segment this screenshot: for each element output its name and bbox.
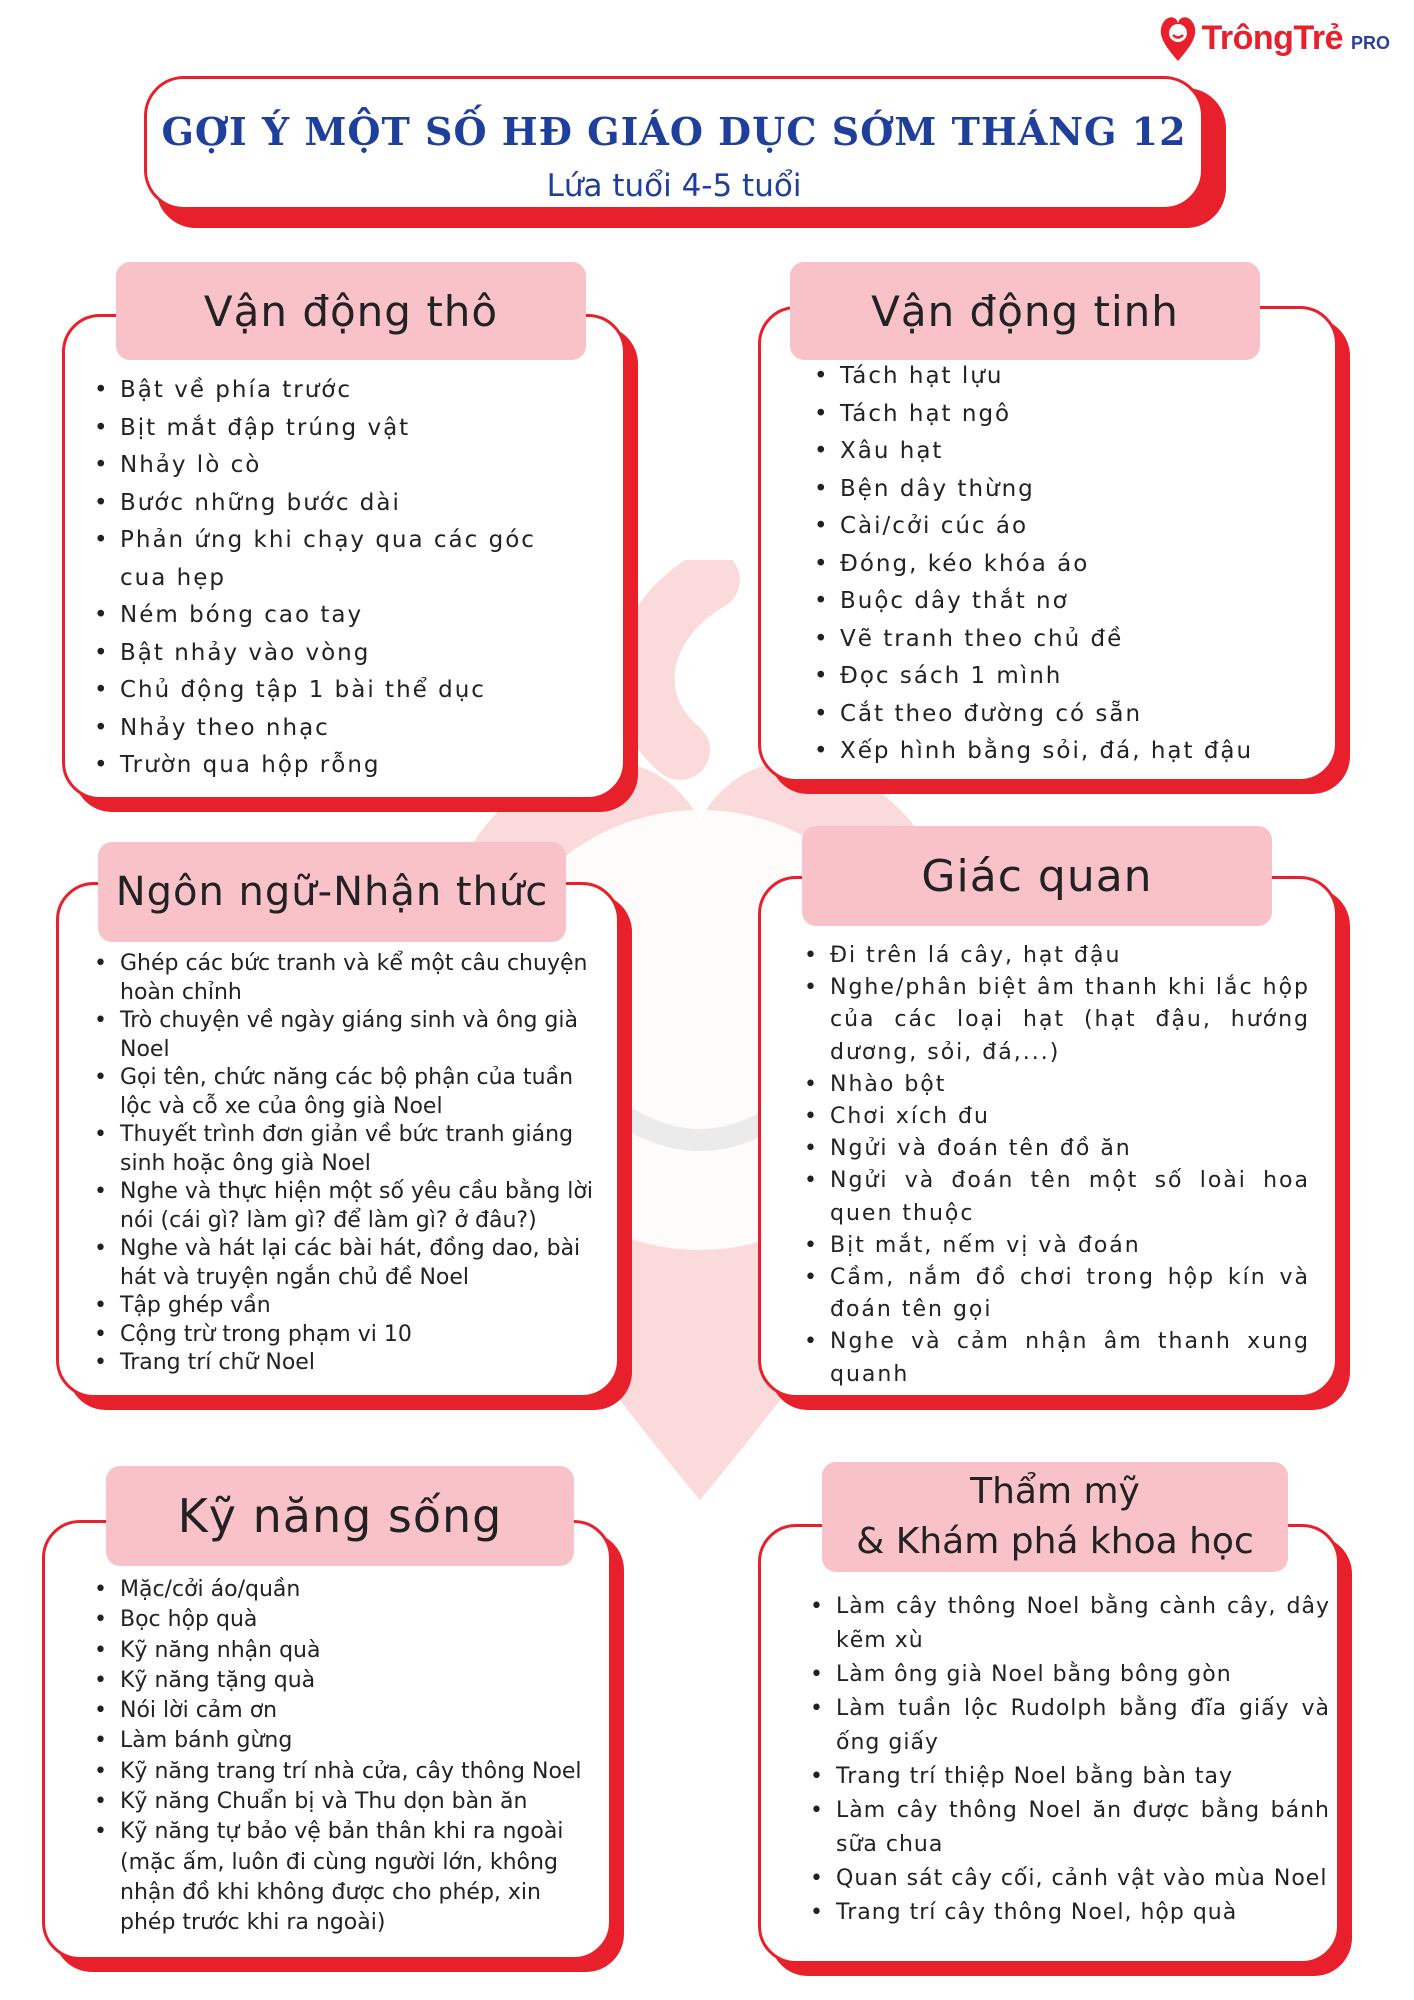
list-item: • Chủ động tập 1 bài thể dục xyxy=(92,672,562,710)
list-item: • Nhảy theo nhạc xyxy=(92,710,562,748)
list-item: • Gọi tên, chức năng các bộ phận của tuần lộc và cỗ xe của ông già Noel xyxy=(92,1064,598,1121)
list-item: • Làm tuần lộc Rudolph bằng đĩa giấy và ống giấy xyxy=(808,1692,1330,1760)
section-title-ky-nang-song: Kỹ năng sống xyxy=(106,1466,574,1566)
list-item: • Bọc hộp quà xyxy=(92,1605,594,1635)
list-item: • Mặc/cởi áo/quần xyxy=(92,1575,594,1605)
list-item: • Chơi xích đu xyxy=(802,1101,1310,1133)
list-item: • Xâu hạt xyxy=(812,433,1322,471)
list-item: • Kỹ năng tự bảo vệ bản thân khi ra ngoài (mặc ấm, luôn đi cùng người lớn, không nhận đồ khi không được cho phép, xin phép trước khi ra ngoài) xyxy=(92,1817,594,1938)
list-item: • Bật nhảy vào vòng xyxy=(92,635,562,673)
section-title-giac-quan: Giác quan xyxy=(802,826,1272,926)
list-item: • Cầm, nắm đồ chơi trong hộp kín và đoán tên gọi xyxy=(802,1262,1310,1326)
list-item: • Quan sát cây cối, cảnh vật vào mùa Noel xyxy=(808,1862,1330,1896)
list-item: • Ném bóng cao tay xyxy=(92,597,562,635)
header-banner xyxy=(144,76,1204,210)
list-item: • Kỹ năng trang trí nhà cửa, cây thông Noel xyxy=(92,1757,594,1787)
list-item: • Trò chuyện về ngày giáng sinh và ông già Noel xyxy=(92,1007,598,1064)
list-giac-quan xyxy=(802,940,1310,1391)
list-item: • Tách hạt lựu xyxy=(812,358,1322,396)
list-item: • Buộc dây thắt nơ xyxy=(812,583,1322,621)
list-item: • Bước những bước dài xyxy=(92,485,562,523)
list-item: • Đóng, kéo khóa áo xyxy=(812,546,1322,584)
list-item: • Thuyết trình đơn giản về bức tranh giáng sinh hoặc ông già Noel xyxy=(92,1121,598,1178)
list-item: • Cắt theo đường có sẵn xyxy=(812,696,1322,734)
list-item: • Nghe/phân biệt âm thanh khi lắc hộp của các loại hạt (hạt đậu, hướng dương, sỏi, đá,...) xyxy=(802,972,1310,1069)
list-item: • Trang trí cây thông Noel, hộp quà xyxy=(808,1896,1330,1930)
list-item: • Làm cây thông Noel bằng cành cây, dây kẽm xù xyxy=(808,1590,1330,1658)
list-van-dong-tinh xyxy=(812,358,1322,771)
heart-pin-icon xyxy=(1158,13,1198,63)
list-item: • Bật về phía trước xyxy=(92,372,562,410)
brand-suffix: PRO xyxy=(1350,32,1390,53)
list-item: • Xếp hình bằng sỏi, đá, hạt đậu xyxy=(812,733,1322,771)
list-item: • Làm cây thông Noel ăn được bằng bánh sữa chua xyxy=(808,1794,1330,1862)
brand-logo xyxy=(1158,8,1390,68)
list-item: • Bịt mắt, nếm vị và đoán xyxy=(802,1230,1310,1262)
page-title: GỢI Ý MỘT SỐ HĐ GIÁO DỤC SỚM THÁNG 12 xyxy=(161,109,1187,154)
section-title-ngon-ngu-nhan-thuc: Ngôn ngữ-Nhận thức xyxy=(98,842,566,942)
list-item: • Nhảy lò cò xyxy=(92,447,562,485)
list-item: • Ghép các bức tranh và kể một câu chuyện hoàn chỉnh xyxy=(92,950,598,1007)
list-item: • Cộng trừ trong phạm vi 10 xyxy=(92,1321,598,1350)
list-item: • Làm bánh gừng xyxy=(92,1726,594,1756)
brand-name: TrôngTrẻ xyxy=(1201,18,1343,57)
list-item: • Trườn qua hộp rỗng xyxy=(92,747,562,785)
list-item: • Nói lời cảm ơn xyxy=(92,1696,594,1726)
section-title-line1: Thẩm mỹ xyxy=(970,1471,1140,1512)
list-item: • Trang trí chữ Noel xyxy=(92,1349,598,1378)
list-item: • Tập ghép vần xyxy=(92,1292,598,1321)
list-item: • Ngửi và đoán tên một số loài hoa quen thuộc xyxy=(802,1165,1310,1229)
list-item: • Kỹ năng nhận quà xyxy=(92,1636,594,1666)
list-item: • Tách hạt ngô xyxy=(812,396,1322,434)
list-item: • Đi trên lá cây, hạt đậu xyxy=(802,940,1310,972)
list-item: • Phản ứng khi chạy qua các góc cua hẹp xyxy=(92,522,562,597)
list-van-dong-tho xyxy=(92,372,562,785)
list-item: • Đọc sách 1 mình xyxy=(812,658,1322,696)
list-tham-my xyxy=(808,1590,1330,1930)
section-title-tham-my xyxy=(822,1462,1288,1572)
list-item: • Kỹ năng tặng quà xyxy=(92,1666,594,1696)
section-title-van-dong-tinh: Vận động tinh xyxy=(790,262,1260,360)
list-item: • Nghe và thực hiện một số yêu cầu bằng lời nói (cái gì? làm gì? để làm gì? ở đâu?) xyxy=(92,1178,598,1235)
page-subtitle: Lứa tuổi 4-5 tuổi xyxy=(546,168,802,204)
list-item: • Bịt mắt đập trúng vật xyxy=(92,410,562,448)
list-item: • Kỹ năng Chuẩn bị và Thu dọn bàn ăn xyxy=(92,1787,594,1817)
list-item: • Bện dây thừng xyxy=(812,471,1322,509)
list-item: • Ngửi và đoán tên đồ ăn xyxy=(802,1133,1310,1165)
list-item: • Làm ông già Noel bằng bông gòn xyxy=(808,1658,1330,1692)
list-item: • Trang trí thiệp Noel bằng bàn tay xyxy=(808,1760,1330,1794)
list-item: • Vẽ tranh theo chủ đề xyxy=(812,621,1322,659)
list-ngon-ngu-nhan-thuc xyxy=(92,950,598,1378)
list-item: • Nhào bột xyxy=(802,1069,1310,1101)
list-ky-nang-song xyxy=(92,1575,594,1939)
list-item: • Cài/cởi cúc áo xyxy=(812,508,1322,546)
list-item: • Nghe và hát lại các bài hát, đồng dao, bài hát và truyện ngắn chủ đề Noel xyxy=(92,1235,598,1292)
section-title-van-dong-tho: Vận động thô xyxy=(116,262,586,360)
list-item: • Nghe và cảm nhận âm thanh xung quanh xyxy=(802,1326,1310,1390)
section-title-line2: & Khám phá khoa học xyxy=(856,1521,1254,1562)
